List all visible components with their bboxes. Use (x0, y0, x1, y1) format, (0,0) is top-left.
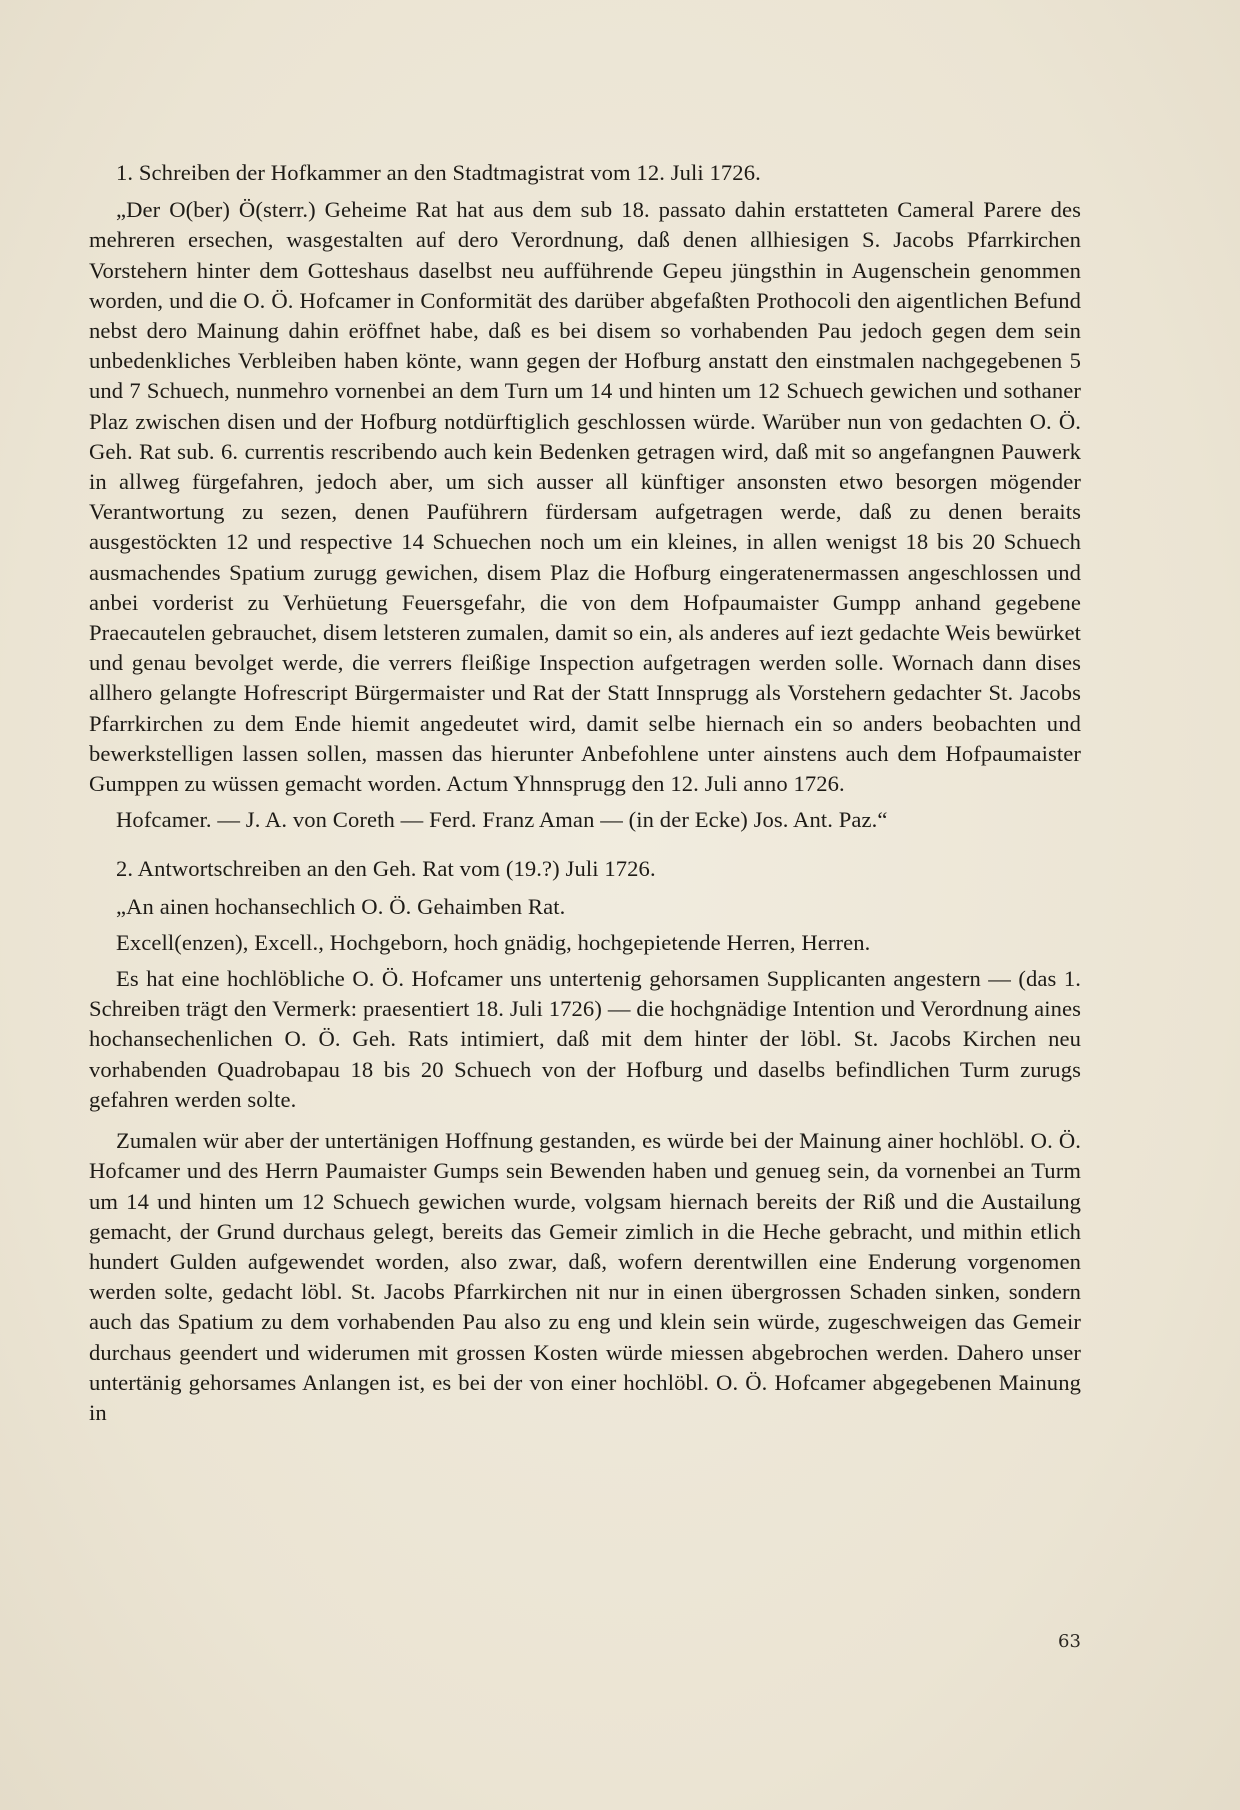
section-2-paragraph-2: Zumalen wür aber der untertänigen Hoffnung gestanden, es würde bei der Mainung ainer hochlöbl. O. Ö. Hofcamer und des Herrn Paumaister Gumps sein Bewenden haben und genueg sein, da vornenbei an Turm um 14 und hinten um 12 Schuech gewichen wurde, volgsam hiernach bereits der Riß und die Austailung gemacht, der Grund durchaus gelegt, bereits das Gemeir zimlich in die Heche gebracht, und mithin etlich hundert Gulden aufgewendet worden, also zwar, daß, wofern derentwillen eine Enderung vorgenomen werden solte, gedacht löbl. St. Jacobs Pfarrkirchen nit nur in einen übergrossen Schaden sinken, sondern auch das Spatium zu dem vorhabenden Pau also zu eng und klein sein würde, zugeschweigen das Gemeir durchaus geendert und widerumen mit grossen Kosten würde miessen abgebrochen werden. Dahero unser untertänig gehorsames Anlangen ist, es bei der von einer hochlöbl. O. Ö. Hofcamer abgegebenen Mainung in (89, 1128, 1081, 1425)
section-2-salutation: Excell(enzen), Excell., Hochgeborn, hoch gnädig, hochgepietende Herren, Herren. (116, 929, 871, 955)
page-number: 63 (1058, 1631, 1081, 1652)
section-1-heading: 1. Schreiben der Hofkammer an den Stadtmagistrat vom 12. Juli 1726. (116, 160, 761, 185)
section-1-body: „Der O(ber) Ö(sterr.) Geheime Rat hat aus dem sub 18. passato dahin erstatteten Cameral Parere des mehreren ersechen, wasgestalten auf dero Verordnung, daß denen allhiesigen S. Jacobs Pfarrkirchen Vorstehern hinter dem Gotteshaus daselbst neu aufführende Gepeu jüngsthin in Augenschein genommen worden, und die O. Ö. Hofcamer in Conformität des darüber abgefaßten Prothocoli den aigentlichen Befund nebst dero Mainung dahin eröffnet habe, daß es bei disem so vorhabenden Pau jedoch gegen dem sein unbedenkliches Verbleiben haben könte, wann gegen der Hofburg anstatt den einstmalen nachgegebenen 5 und 7 Schuech, nunmehro vornenbei an dem Turn um 14 und hinten um 12 Schuech gewichen und sothaner Plaz zwischen disen und der Hofburg notdürftiglich geschlossen würde. Warüber nun von gedachten O. Ö. Geh. Rat sub. 6. currentis rescribendo auch kein Bedenken getragen wird, daß mit so angefangnen Pauwerk in allweg fürgefahren, jedoch aber, um sich ausser all künftiger ansonsten etwo besorgen mögender Verantwortung zu sezen, denen Pauführern fürdersam aufgetragen werde, daß zu denen beraits ausgestöckten 12 und respective 14 Schuechen noch um ein kleines, in allen wenigst 18 bis 20 Schuech ausmachendes Spatium zurugg gewichen, disem Plaz die Hofburg eingeratenermassen angeschlossen und anbei vorderist zu Verhüetung Feuersgefahr, die von dem Hofpaumaister Gumpp anhand gegebene Praecautelen gebrauchet, disem letsteren zumalen, damit so ein, als anderes auf iezt gedachte Weis bewürket und genau bevolget werde, die verrers fleißige Inspection aufgetragen werden solle. Wornach dann dises allhero gelangte Hofrescript Bürgermaister und Rat der Statt Innsprugg als Vorstehern gedachter St. Jacobs Pfarrkirchen zu dem Ende hiemit angedeutet wird, damit selbe hiernach ein so anders beobachten und bewerkstelligen lassen sollen, massen das hierunter Anbefohlene unter ainstens auch dem Hofpaumaister Gumppen zu wüssen gemacht worden. Actum Yhnnsprugg den 12. Juli anno 1726. (89, 197, 1081, 797)
section-2-heading: 2. Antwortschreiben an den Geh. Rat vom (19.?) Juli 1726. (116, 856, 656, 882)
section-1-signature: Hofcamer. — J. A. von Coreth — Ferd. Franz Aman — (in der Ecke) Jos. Ant. Paz.“ (116, 807, 888, 833)
document-body (89, 158, 1081, 1428)
section-2-address: „An ainen hochansechlich O. Ö. Gehaimben Rat. (116, 893, 566, 919)
section-2-paragraph-1: Es hat eine hochlöbliche O. Ö. Hofcamer uns untertenig gehorsamen Supplicanten angestern — (das 1. Schreiben trägt den Vermerk: praesentiert 18. Juli 1726) — die hochgnädige Intention und Verordnung aines hochansechenlichen O. Ö. Geh. Rats intimiert, daß mit dem hinter der löbl. St. Jacobs Kirchen neu vorhabenden Quadrobapau 18 bis 20 Schuech von der Hofburg und daselbs befindlichen Turm zurugs gefahren werden solte. (89, 966, 1081, 1112)
